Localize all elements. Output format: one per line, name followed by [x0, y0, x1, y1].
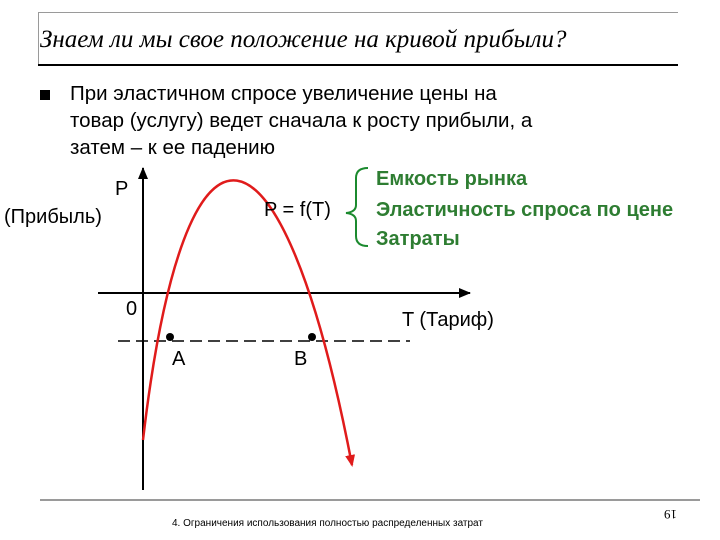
slide-title: Знаем ли мы свое положение на кривой прибыли?: [40, 26, 567, 53]
factor-market-capacity: Емкость рынка: [376, 168, 528, 190]
bullet-line-2: товар (услугу) ведет сначала к росту прибыли, а: [70, 109, 533, 132]
bullet-line-1: При эластичном спросе увеличение цены на: [70, 82, 497, 105]
page-number: 19: [664, 507, 677, 522]
function-label: P = f(T): [264, 199, 331, 221]
point-a-label: A: [172, 348, 186, 370]
factor-price-elasticity: Эластичность спроса по цене: [376, 199, 674, 221]
point-b-dot: [308, 333, 316, 341]
bullet-line-3: затем – к ее падению: [70, 136, 275, 159]
origin-label: 0: [126, 298, 138, 320]
footer-caption: 4. Ограничения использования полностью распределенных затрат: [172, 518, 483, 529]
y-axis-label-p: P: [115, 178, 129, 200]
x-axis-label: T (Тариф): [402, 309, 494, 331]
point-a-dot: [166, 333, 174, 341]
profit-curve: [143, 180, 352, 465]
point-b-label: B: [294, 348, 308, 370]
factors-brace: [346, 168, 368, 246]
factor-costs: Затраты: [376, 228, 460, 250]
y-axis-label-profit: (Прибыль): [4, 206, 102, 228]
footer-rule: [40, 499, 700, 501]
